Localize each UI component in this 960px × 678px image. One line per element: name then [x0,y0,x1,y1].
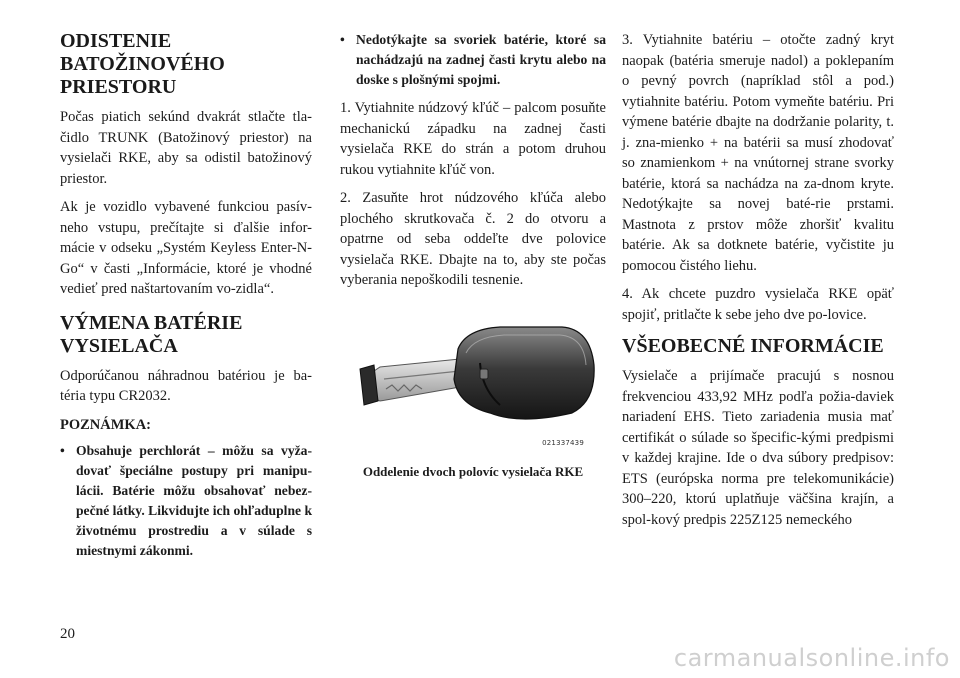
watermark: carmanualsonline.info [673,644,950,672]
bullet-perchlorate-text: Obsahuje perchlorát – môžu sa vyža-dovať špeciálne postupy pri manipu-lácii. Batérie môžu obsahovať nebez-pečné látky. Likvidujte ich ohľaduplne k životnému prostrediu a v súlade s miestnymi zákonmi. [76,443,313,558]
bullet-terminals-text: Nedotýkajte sa svoriek batérie, ktoré sa nachádzajú na zadnej časti krytu alebo na doske s plošnými spojmi. [356,32,606,87]
paragraph-battery-type: Odporúčanou náhradnou batériou je ba-téria typu CR2032. [60,367,312,404]
paragraph-trunk-unlock: Počas piatich sekúnd dvakrát stlačte tla-čidlo TRUNK (Batožinový priestor) na vysielači RKE, aby sa odistil batožinový priestor. [60,109,312,187]
bullet-terminals [340,30,606,90]
paragraph-step-3: 3. Vytiahnite batériu – otočte zadný kryt naopak (batéria smeruje nadol) a poklepaním o pevný povrch (napríklad stôl a pod.) vytiahnite batériu. Potom vymeňte batériu. Pri výmene batérie dbajte na dodržanie polarity, t. j. zna-mienko + na batérii sa musí zhodovať so znamienkom + na vnútornej strane svorky batérie, ktorá sa nachádza na za-dnom kryte. Nedotýkajte sa novej baté-rie prstami. Mastnota z prstov môže zhoršiť kvalitu batérie. Ak sa dotknete batérie, vyčistite ju pomocou čistého liehu. [622,32,894,274]
heading-trunk-unlock: ODISTENIE BATOŽINOVÉHO PRIESTORU [60,30,225,98]
heading-general-info: VŠEOBECNÉ INFORMÁCIE [622,335,884,357]
page-number: 20 [60,626,75,642]
paragraph-step-4: 4. Ak chcete puzdro vysielača RKE opäť spojiť, pritlačte k sebe jeho dve po-lovice. [622,286,894,323]
paragraph-passive-entry: Ak je vozidlo vybavené funkciou pasív-neho vstupu, prečítajte si ďalšie infor-mácie v odseku „Systém Keyless Enter-N-Go“ v časti „Informácie, ktoré je vhodné vedieť pred naštartovaním vo-zidla“. [60,199,312,297]
note-label: POZNÁMKA: [60,416,152,433]
heading-battery-replacement: VÝMENA BATÉRIE VYSIELAČA [60,311,243,357]
key-fob-illustration [340,309,606,449]
column-right [622,30,894,538]
figure-caption: Oddelenie dvoch polovíc vysielača RKE [362,463,584,479]
bullet-dot: • [340,32,345,47]
bullet-perchlorate [60,441,312,561]
figure-code: 021337439 [542,438,584,447]
paragraph-general-info: Vysielače a prijímače pracujú s nosnou frekvenciou 433,92 MHz podľa požia-daviek nariadení EHS. Tieto zariadenia musia mať certifikát o súlade so špecific-kými predpismi v každej krajine. Ide o dva súbory predpisov: ETS (európska norma pre telekomunikácie) 300–220, ktorú uplatňuje väčšina krajín, a spol-kový predpis 225Z125 nemeckého [622,368,894,528]
column-middle [340,30,606,489]
figure-key-fob [340,309,606,459]
bullet-dot: • [60,443,65,458]
column-left [60,30,312,569]
paragraph-step-2: 2. Zasuňte hrot núdzového kľúča alebo plochého skrutkovača č. 2 do otvoru a opatrne od seba oddeľte dve polovice vysielača RKE. Dbajte na to, aby ste počas vyberania nepoškodili tesnenie. [340,190,606,288]
paragraph-step-1: 1. Vytiahnite núdzový kľúč – palcom posuňte mechanickú západku na zadnej časti vysielača RKE do strán a potom druhou rukou vytiahnite kľúč von. [340,100,606,178]
